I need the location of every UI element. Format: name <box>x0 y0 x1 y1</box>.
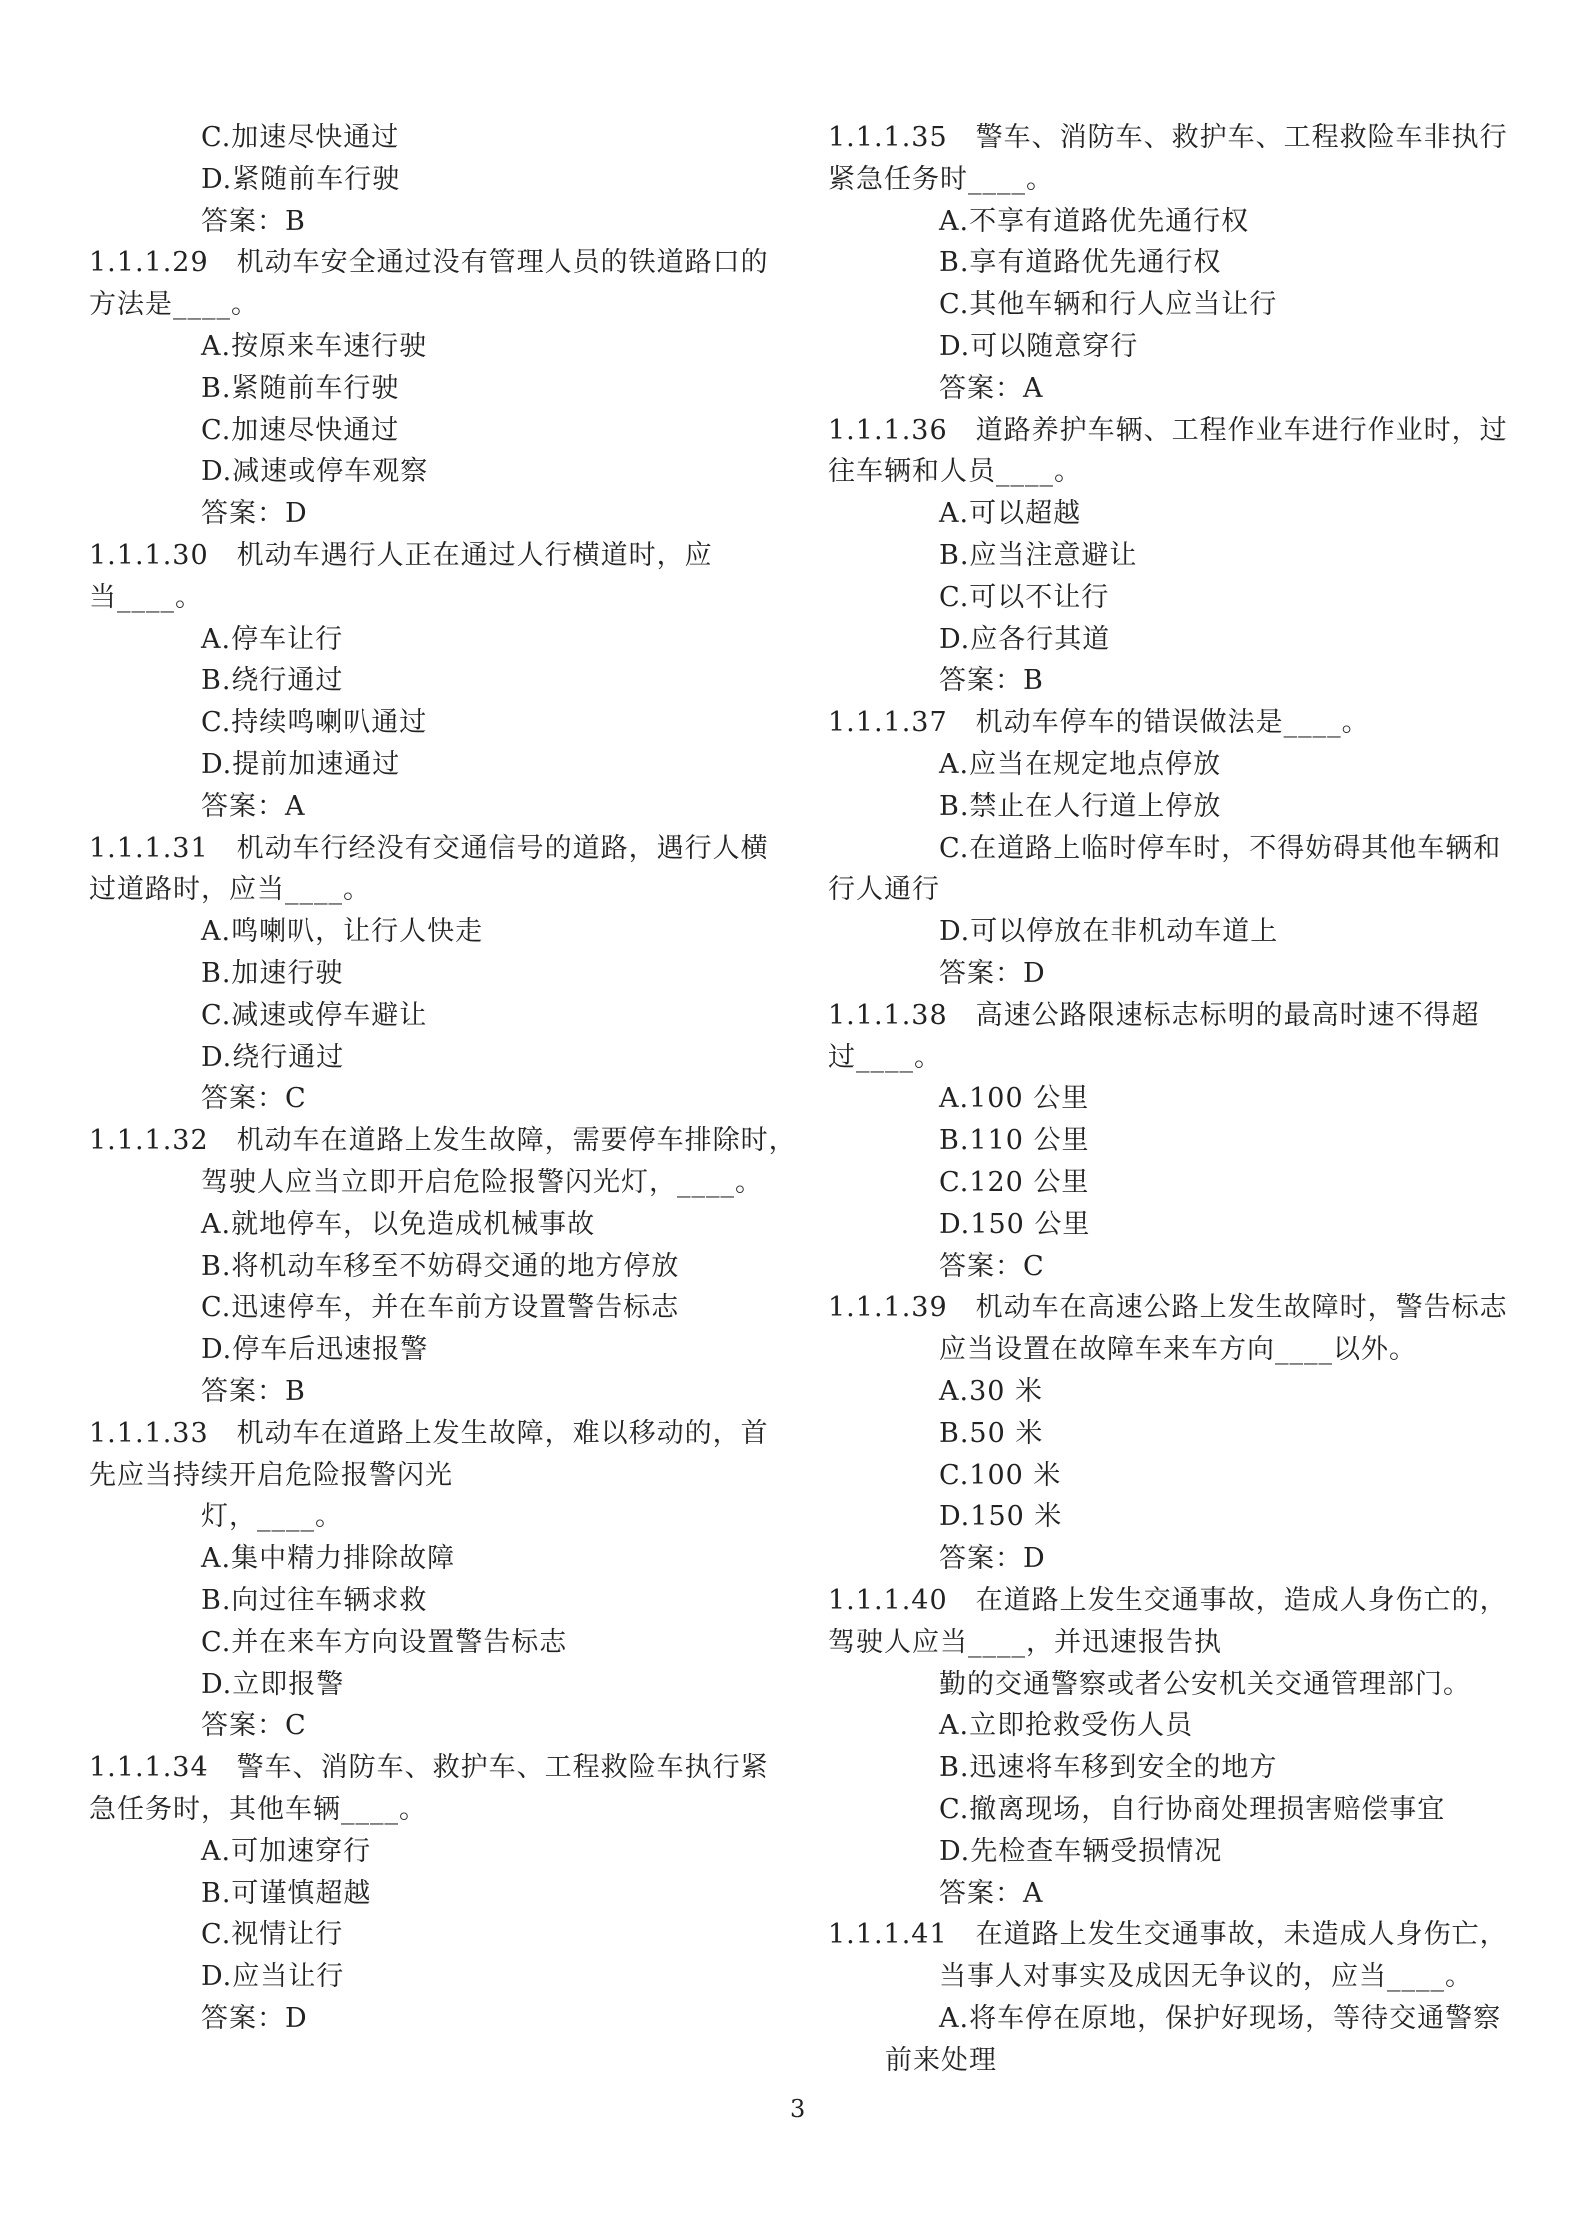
option-line: C.120 公里 <box>939 1167 1090 1198</box>
option-line: B.享有道路优先通行权 <box>939 247 1222 279</box>
question-line: 1.1.1.40 在道路上发生交通事故，造成人身伤亡的， <box>828 1585 1508 1616</box>
option-line: D.绕行通过 <box>201 1041 345 1073</box>
option-line: D.减速或停车观察 <box>201 456 429 488</box>
answer-line: 答案：C <box>201 1083 307 1115</box>
option-line: D.立即报警 <box>201 1668 345 1700</box>
option-line: D.可以随意穿行 <box>939 331 1139 362</box>
answer-line: 答案：B <box>201 205 306 237</box>
continuation-line: 紧急任务时____。 <box>828 163 1054 195</box>
option-line: A.鸣喇叭，让行人快走 <box>201 916 484 948</box>
option-line: B.禁止在人行道上停放 <box>939 790 1222 822</box>
option-line: A.应当在规定地点停放 <box>939 749 1222 780</box>
answer-line: 答案：C <box>201 1710 307 1742</box>
option-line: D.先检查车辆受损情况 <box>939 1835 1223 1867</box>
option-line: A.可加速穿行 <box>201 1835 372 1867</box>
option-line: B.将机动车移至不妨碍交通的地方停放 <box>201 1250 680 1282</box>
option-line: D.150 米 <box>939 1501 1063 1533</box>
answer-line: 答案：A <box>939 372 1044 404</box>
option-line: D.可以停放在非机动车道上 <box>939 916 1279 948</box>
question-line: 1.1.1.37 机动车停车的错误做法是____。 <box>828 707 1370 739</box>
option-line: A.30 米 <box>939 1376 1044 1407</box>
option-line: B.紧随前车行驶 <box>201 372 400 404</box>
option-line: A.停车让行 <box>201 623 344 655</box>
option-line: C.可以不让行 <box>939 581 1110 613</box>
question-line: 1.1.1.30 机动车遇行人正在通过人行横道时，应 <box>89 540 713 571</box>
question-line: 1.1.1.38 高速公路限速标志标明的最高时速不得超 <box>828 999 1480 1031</box>
option-line: A.将车停在原地，保护好现场，等待交通警察 <box>939 2003 1502 2034</box>
option-line: 勤的交通警察或者公安机关交通管理部门。 <box>939 1668 1471 1700</box>
option-line: A.100 公里 <box>939 1083 1090 1115</box>
question-line: 1.1.1.39 机动车在高速公路上发生故障时，警告标志 <box>828 1292 1508 1324</box>
option-line: B.绕行通过 <box>201 665 344 697</box>
continuation-line: 往车辆和人员____。 <box>828 456 1082 488</box>
continuation-line: 当____。 <box>89 581 203 613</box>
option-line: B.110 公里 <box>939 1125 1090 1157</box>
answer-line: 答案：A <box>201 790 306 822</box>
option-line: C.撤离现场，自行协商处理损害赔偿事宜 <box>939 1794 1446 1825</box>
option-line: A.可以超越 <box>939 498 1082 530</box>
option-line: C.并在来车方向设置警告标志 <box>201 1626 568 1658</box>
continuation-line: 前来处理 <box>885 2044 997 2076</box>
question-line: 1.1.1.34 警车、消防车、救护车、工程救险车执行紧 <box>89 1752 769 1784</box>
option-line: A.不享有道路优先通行权 <box>939 205 1250 237</box>
question-line: 1.1.1.29 机动车安全通过没有管理人员的铁道路口的 <box>89 247 769 279</box>
question-line: 1.1.1.41 在道路上发生交通事故，未造成人身伤亡， <box>828 1919 1508 1951</box>
option-line: A.集中精力排除故障 <box>201 1543 456 1575</box>
option-line: C.加速尽快通过 <box>201 414 400 446</box>
question-line: 1.1.1.32 机动车在道路上发生故障，需要停车排除时， <box>89 1125 797 1157</box>
option-line: D.应当让行 <box>201 1961 345 1993</box>
continuation-line: 急任务时，其他车辆____。 <box>89 1794 427 1825</box>
answer-line: 答案：D <box>939 1543 1046 1575</box>
option-line: C.其他车辆和行人应当让行 <box>939 289 1278 321</box>
page-number: 3 <box>790 2095 806 2123</box>
question-line: 1.1.1.33 机动车在道路上发生故障，难以移动的，首 <box>89 1417 769 1449</box>
continuation-line: 过____。 <box>828 1041 942 1073</box>
continuation-line: 先应当持续开启危险报警闪光 <box>89 1459 453 1491</box>
option-line: B.向过往车辆求救 <box>201 1585 428 1616</box>
question-line: 1.1.1.35 警车、消防车、救护车、工程救险车非执行 <box>828 122 1508 153</box>
option-line: D.应各行其道 <box>939 623 1111 655</box>
option-line: A.就地停车，以免造成机械事故 <box>201 1208 596 1240</box>
option-line: D.提前加速通过 <box>201 749 401 780</box>
option-line: C.减速或停车避让 <box>201 999 428 1031</box>
question-line: 1.1.1.36 道路养护车辆、工程作业车进行作业时，过 <box>828 414 1508 446</box>
answer-line: 答案：D <box>939 958 1046 989</box>
answer-line: 答案：B <box>939 665 1044 697</box>
option-line: 驾驶人应当立即开启危险报警闪光灯，____。 <box>201 1167 763 1198</box>
question-line: 1.1.1.31 机动车行经没有交通信号的道路，遇行人横 <box>89 832 769 864</box>
option-line: C.持续鸣喇叭通过 <box>201 707 428 739</box>
answer-line: 答案：C <box>939 1250 1045 1282</box>
option-line: D.150 公里 <box>939 1208 1091 1240</box>
continuation-line: 方法是____。 <box>89 289 259 321</box>
answer-line: 答案：A <box>939 1877 1044 1909</box>
option-line: C.加速尽快通过 <box>201 122 400 153</box>
option-line: B.加速行驶 <box>201 958 344 989</box>
option-line: C.视情让行 <box>201 1919 344 1951</box>
continuation-line: 行人通行 <box>828 874 940 906</box>
option-line: A.立即抢救受伤人员 <box>939 1710 1194 1742</box>
answer-line: 答案：D <box>201 498 308 530</box>
option-line: C.100 米 <box>939 1459 1062 1491</box>
option-line: B.可谨慎超越 <box>201 1877 372 1909</box>
option-line: C.迅速停车，并在车前方设置警告标志 <box>201 1292 680 1324</box>
answer-line: 答案：B <box>201 1376 306 1407</box>
option-line: D.停车后迅速报警 <box>201 1334 429 1366</box>
option-line: B.迅速将车移到安全的地方 <box>939 1752 1278 1784</box>
option-line: B.50 米 <box>939 1417 1044 1449</box>
answer-line: 答案：D <box>201 2003 308 2034</box>
option-line: D.紧随前车行驶 <box>201 163 401 195</box>
option-line: 应当设置在故障车来车方向____以外。 <box>939 1334 1417 1366</box>
option-line: 灯，____。 <box>201 1501 343 1533</box>
continuation-line: 驾驶人应当____，并迅速报告执 <box>828 1626 1222 1658</box>
option-line: C.在道路上临时停车时，不得妨碍其他车辆和 <box>939 832 1502 864</box>
option-line: A.按原来车速行驶 <box>201 331 428 362</box>
continuation-line: 过道路时，应当____。 <box>89 874 371 906</box>
option-line: B.应当注意避让 <box>939 540 1138 571</box>
option-line: 当事人对事实及成因无争议的，应当____。 <box>939 1961 1473 1993</box>
